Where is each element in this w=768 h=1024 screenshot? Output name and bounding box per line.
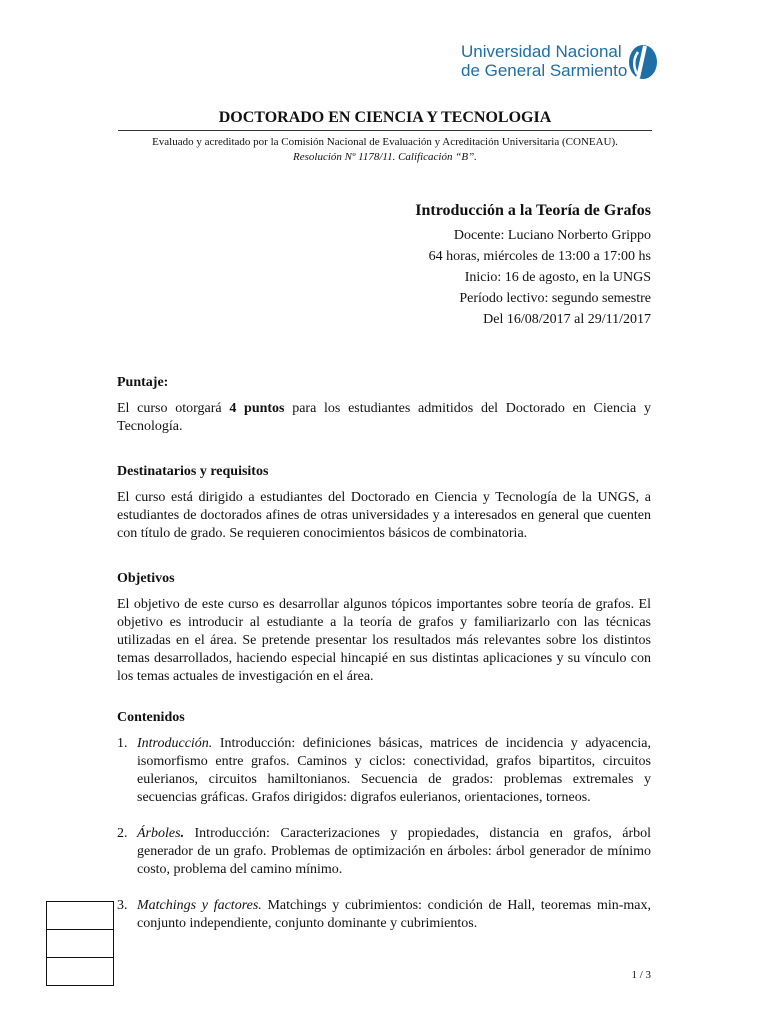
item-text: Matchings y cubrimientos: condición de Hall, teoremas min-max, conjunto independiente, conjunto dominante y cubrimientos.: [137, 898, 651, 931]
course-dates: Del 16/08/2017 al 29/11/2017: [483, 312, 651, 327]
course-period: Período lectivo: segundo semestre: [459, 291, 651, 306]
item-number: 3.: [117, 898, 128, 913]
item-title-suffix: .: [180, 826, 185, 841]
list-item: [117, 735, 651, 807]
puntaje-points: 4 puntos: [229, 401, 285, 416]
section-objetivos: [117, 570, 651, 686]
item-number: 2.: [117, 826, 128, 841]
margin-box: [46, 957, 114, 986]
destinatarios-heading: Destinatarios y requisitos: [117, 464, 269, 479]
contents-list: [117, 735, 651, 933]
course-info: [415, 200, 651, 330]
item-title: Árboles: [137, 826, 181, 841]
logo-line-2: de General Sarmiento: [461, 61, 628, 80]
objetivos-heading: Objetivos: [117, 571, 175, 586]
section-contenidos: [117, 709, 651, 951]
section-destinatarios: [117, 463, 651, 543]
course-title: Introducción a la Teoría de Grafos: [415, 202, 651, 219]
accreditation-text: Evaluado y acreditado por la Comisión Nacional de Evaluación y Acreditación Universitaria (CONEAU).: [152, 136, 618, 148]
item-text: Introducción: definiciones básicas, matrices de incidencia y adyacencia, isomorfismo entre grafos. Caminos y ciclos: conectividad, grafos bipartitos, circuitos eulerianos, circuitos hamiltonianos. Secuencia de grados: problemas extremales y secuencias gráficas. Grafos dirigidos: digrafos eulerianos, orientaciones, torneos.: [137, 736, 651, 805]
destinatarios-text: El curso está dirigido a estudiantes del Doctorado en Ciencia y Tecnología de la UNGS, a estudiantes de doctorados afines de otras universidades y a interesados en general que cuenten con título de grado. Se requieren conocimientos básicos de combinatoria.: [117, 490, 651, 541]
accreditation-note: [110, 135, 660, 165]
margin-box: [46, 901, 114, 930]
list-item: [117, 825, 651, 879]
list-item: [117, 897, 651, 933]
objetivos-text: El objetivo de este curso es desarrollar algunos tópicos importantes sobre teoría de grafos. El objetivo es introducir al estudiante a la teoría de grafos y familiarizarlo con las técnicas utilizadas en el área. Se pretende presentar los resultados más relevantes sobre los distintos temas desarrollados, haciendo especial hincapié en sus distintas aplicaciones y su vínculo con los temas actuales de investigación en el área.: [117, 597, 651, 684]
header-divider: [118, 130, 652, 131]
ungs-logo-icon: [625, 42, 661, 82]
section-puntaje: [117, 374, 651, 436]
item-text: Introducción: Caracterizaciones y propiedades, distancia en grafos, árbol generador de un grafo. Problemas de optimización en árboles: árbol generador de mínimo costo, problema del camino mínimo.: [137, 826, 651, 877]
course-start: Inicio: 16 de agosto, en la UNGS: [464, 270, 651, 285]
university-logo: [461, 42, 661, 84]
margin-boxes: [46, 902, 114, 986]
logo-line-1: Universidad Nacional: [461, 42, 622, 61]
puntaje-text-end: para los estudiantes admitidos del Doctorado en Ciencia y Tecnología.: [117, 401, 651, 434]
item-title: Matchings y factores.: [137, 898, 262, 913]
course-hours: 64 horas, miércoles de 13:00 a 17:00 hs: [428, 249, 651, 264]
puntaje-text-start: El curso otorgará: [117, 401, 230, 416]
logo-wordmark: [461, 42, 627, 80]
resolution-text: Resolución Nº 1178/11. Calificación “B”.: [293, 151, 477, 163]
margin-box: [46, 929, 114, 958]
puntaje-heading: Puntaje:: [117, 375, 169, 390]
doctorate-title: DOCTORADO EN CIENCIA Y TECNOLOGIA: [218, 109, 552, 126]
item-number: 1.: [117, 736, 128, 751]
puntaje-text: [117, 400, 651, 436]
page-number: 1 / 3: [631, 969, 651, 981]
course-teacher: Docente: Luciano Norberto Grippo: [453, 228, 651, 243]
item-title: Introducción.: [137, 736, 213, 751]
contenidos-heading: Contenidos: [117, 710, 185, 725]
